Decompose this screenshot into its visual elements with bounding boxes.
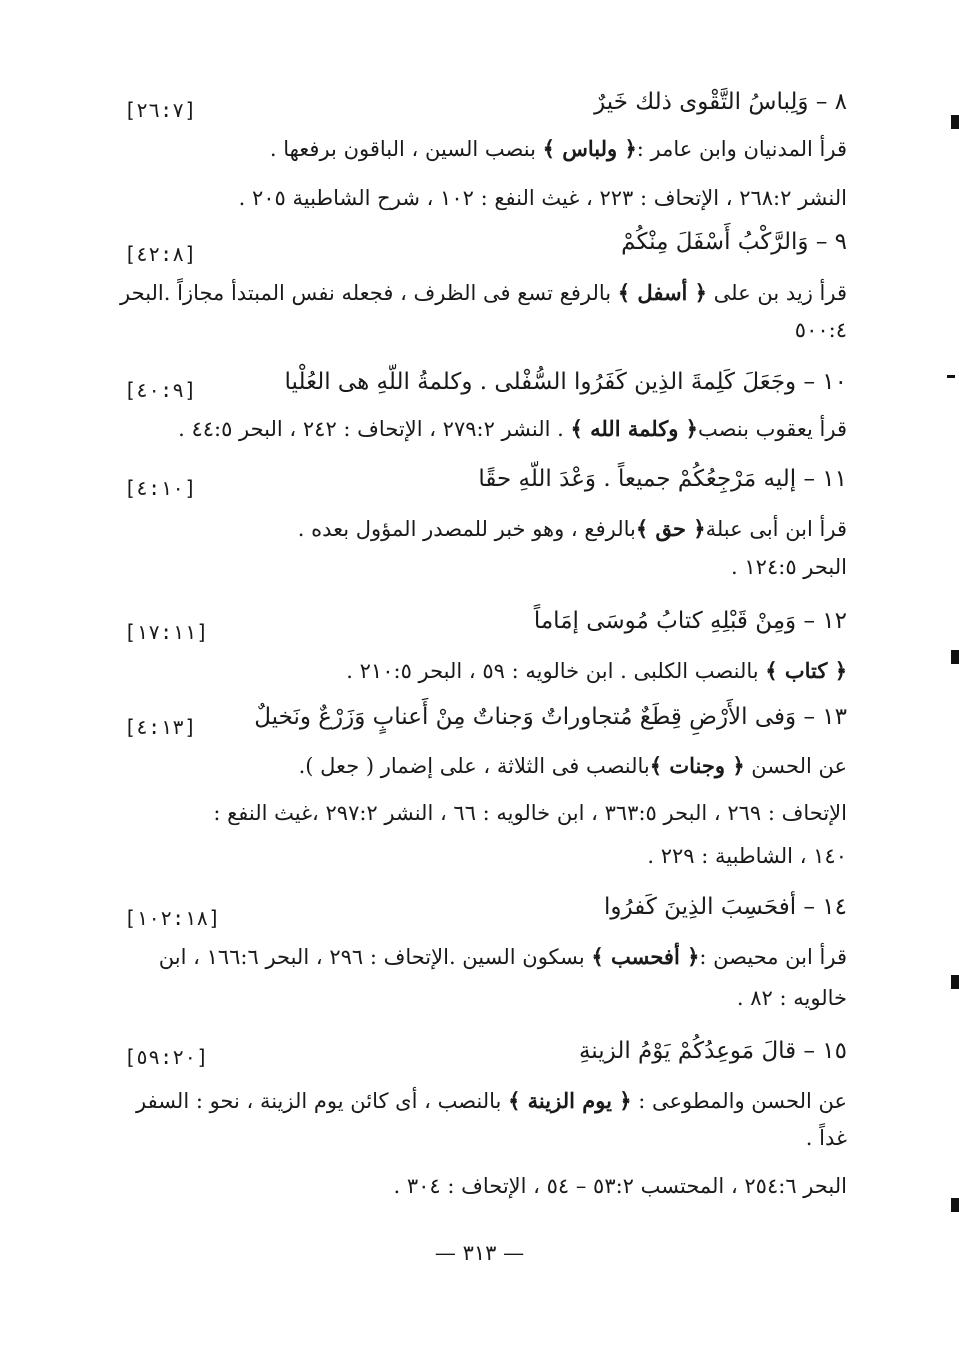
note-line: الإتحاف : ٢٦٩ ، البحر ٣٦٣:٥ ، ابن خالويه : ٦٦ ، النشر ٢٩٧:٢ ،غيث النفع : [213, 801, 847, 825]
note-line: قرأ ابن أبى عبلة﴿ حق ﴾بالرفع ، وهو خبر للمصدر المؤول بعده . [297, 516, 847, 541]
scan-edge-mark [951, 115, 959, 129]
verse-line: ١٤ – أفحَسِبَ الذِينَ كَفرُوا [604, 894, 847, 920]
note-line: قرأ المدنيان وابن عامر :﴿ ولباس ﴾ بنصب السين ، الباقون برفعها . [269, 136, 847, 161]
note-line: قرأ ابن محيصن :﴿ أفحسب ﴾ بسكون السين .الإتحاف : ٢٩٦ ، البحر ١٦٦:٦ ، ابن [158, 944, 847, 969]
note-line: خالويه : ٨٢ . [736, 986, 847, 1010]
note-line: ﴿ كتاب ﴾ بالنصب الكلبى . ابن خالويه : ٥٩ ، البحر ٢١٠:٥ . [346, 658, 847, 683]
scan-edge-mark [951, 650, 959, 664]
verse-reference: [٤:١٣] [124, 715, 197, 739]
verse-reference: [٢٦:٧] [124, 98, 197, 122]
verse-reference: [٤٠:٩] [124, 378, 197, 402]
note-line: قرأ يعقوب بنصب﴿ وكلمة الله ﴾ . النشر ٢٧٩:٢ ، الإتحاف : ٢٤٢ ، البحر ٤٤:٥ . [178, 416, 847, 441]
note-line: النشر ٢٦٨:٢ ، الإتحاف : ٢٢٣ ، غيث النفع : ١٠٢ ، شرح الشاطبية ٢٠٥ . [238, 186, 847, 210]
scan-edge-mark [951, 975, 959, 989]
note-line: قرأ زيد بن على ﴿ أسفل ﴾ بالرفع تسع فى الظرف ، فجعله نفس المبتدأ مجازاً .البحر [120, 280, 847, 305]
note-line: البحر ٢٥٤:٦ ، المحتسب ٥٣:٢ – ٥٤ ، الإتحاف : ٣٠٤ . [393, 1174, 847, 1198]
scan-edge-mark [951, 1198, 959, 1212]
verse-line: ١٥ – قالَ مَوعِدُكُمْ يَوْمُ الزينةِ [578, 1038, 847, 1064]
scan-edge-mark [947, 375, 955, 378]
verse-reference: [١٧:١١] [124, 620, 209, 644]
note-line: عن الحسن ﴿ وجنات ﴾بالنصب فى الثلاثة ، على إضمار ( جعل ). [298, 753, 847, 778]
verse-reference: [٥٩:٢٠] [124, 1045, 209, 1069]
note-line: ١٤٠ ، الشاطبية : ٢٢٩ . [647, 844, 847, 868]
verse-line: ٩ – وَالرَّكْبُ أَسْفَلَ مِنْكُمْ [621, 229, 847, 255]
verse-reference: [١٠٢:١٨] [124, 906, 221, 930]
note-line: غداً . [805, 1126, 847, 1150]
verse-line: ٨ – وَلِباسُ التَّقْوى ذلك خَيرٌ [594, 89, 847, 115]
page-number: — ٣١٣ — [434, 1241, 525, 1265]
note-line: عن الحسن والمطوعى : ﴿ يوم الزينة ﴾ بالنصب ، أى كائن يوم الزينة ، نحو : السفر [135, 1088, 847, 1113]
verse-line: ١٠ – وجَعَلَ كَلِمةَ الذِين كَفَرُوا السُّفْلى . وكلمةُ اللّهِ هى العُلْيا [284, 369, 847, 395]
note-line: ٥٠٠:٤ [794, 318, 847, 342]
verse-line: ١١ – إليه مَرْجِعُكُمْ جميعاً . وَعْدَ اللّهِ حقًا [478, 466, 847, 492]
verse-reference: [٤٢:٨] [124, 242, 197, 266]
verse-line: ١٢ – وَمِنْ قَبْلِهِ كتابُ مُوسَى إمَاماً [533, 608, 847, 634]
note-line: البحر ١٢٤:٥ . [731, 555, 847, 579]
verse-reference: [٤:١٠] [124, 476, 197, 500]
verse-line: ١٣ – وَفى الأَرْضِ قِطَعٌ مُتجاوراتٌ وَجناتٌ مِنْ أَعنابٍ وَزَرْعٌ ونَخيلٌ [254, 704, 847, 730]
